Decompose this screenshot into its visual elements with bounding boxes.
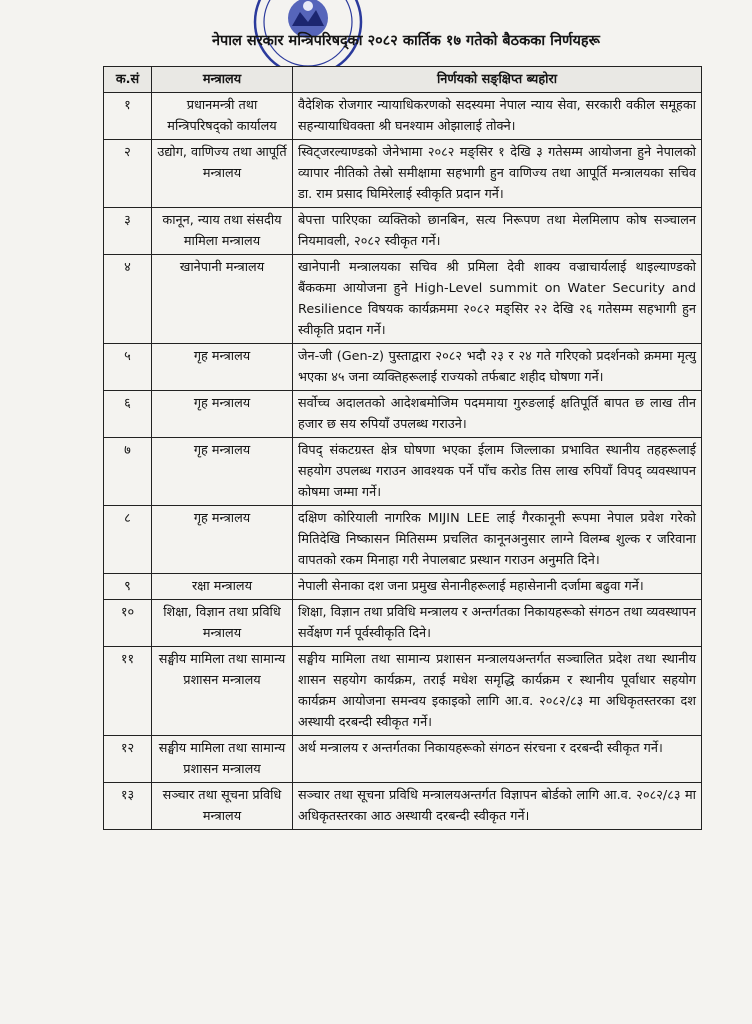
ministry-cell: गृह मन्त्रालय (152, 344, 293, 391)
table-row (104, 647, 702, 736)
ministry-cell: रक्षा मन्त्रालय (152, 574, 293, 600)
decision-cell: जेन-जी (Gen-z) पुस्ताद्वारा २०८२ भदौ २३ र २४ गते गरिएको प्रदर्शनको क्रममा मृत्यु भएका ४५ जना व्यक्तिहरूलाई राज्यको तर्फबाट शहीद घोषणा गर्ने। (293, 344, 702, 391)
serial-number-cell: २ (104, 140, 152, 208)
table-row (104, 140, 702, 208)
table-row (104, 438, 702, 506)
table-row (104, 255, 702, 344)
table-row (104, 93, 702, 140)
page-title: नेपाल सरकार मन्त्रिपरिषद्का २०८२ कार्तिक १७ गतेको बैठकका निर्णयहरू (212, 33, 600, 49)
ministry-cell: सञ्चार तथा सूचना प्रविधि मन्त्रालय (152, 783, 293, 830)
ministry-cell: गृह मन्त्रालय (152, 391, 293, 438)
serial-number-cell: १३ (104, 783, 152, 830)
table-row (104, 783, 702, 830)
ministry-cell: उद्योग, वाणिज्य तथा आपूर्ति मन्त्रालय (152, 140, 293, 208)
table-row (104, 506, 702, 574)
decision-cell: खानेपानी मन्त्रालयका सचिव श्री प्रमिला देवी शाक्य वज्राचार्यलाई थाइल्याण्डको बैंककमा आयोजना हुने High-Level summit on Water Security and Resilience विषयक कार्यक्रममा २०८२ मङ्सिर २२ देखि २६ गतेसम्म सहभागी हुन स्वीकृति प्रदान गर्ने। (293, 255, 702, 344)
decisions-table (103, 66, 702, 830)
serial-number-cell: ६ (104, 391, 152, 438)
ministry-cell: शिक्षा, विज्ञान तथा प्रविधि मन्त्रालय (152, 600, 293, 647)
ministry-cell: सङ्घीय मामिला तथा सामान्य प्रशासन मन्त्रालय (152, 736, 293, 783)
decision-cell: वैदेशिक रोजगार न्यायाधिकरणको सदस्यमा नेपाल न्याय सेवा, सरकारी वकील समूहका सहन्यायाधिवक्ता श्री घनश्याम ओझालाई तोक्ने। (293, 93, 702, 140)
header-serial: क.सं (104, 67, 152, 93)
decision-cell: अर्थ मन्त्रालय र अन्तर्गतका निकायहरूको संगठन संरचना र दरबन्दी स्वीकृत गर्ने। (293, 736, 702, 783)
decision-cell: सर्वोच्च अदालतको आदेशबमोजिम पदममाया गुरुङलाई क्षतिपूर्ति बापत छ लाख तीन हजार छ सय रुपियाँ उपलब्ध गराउने। (293, 391, 702, 438)
decisions-table-body (104, 93, 702, 830)
decision-cell: सङ्घीय मामिला तथा सामान्य प्रशासन मन्त्रालयअन्तर्गत सञ्चालित प्रदेश तथा स्थानीय शासन सहयोग कार्यक्रम, तराई मधेश समृद्धि कार्यक्रम र स्थानीय पूर्वाधार सहयोग कार्यक्रम आयोजना समन्वय इकाइको लागि आ.व. २०८२/८३ मा अधिकृतस्तरका दश अस्थायी दरबन्दी स्वीकृत गर्ने। (293, 647, 702, 736)
ministry-cell: कानून, न्याय तथा संसदीय मामिला मन्त्रालय (152, 208, 293, 255)
serial-number-cell: १० (104, 600, 152, 647)
serial-number-cell: ११ (104, 647, 152, 736)
serial-number-cell: ४ (104, 255, 152, 344)
table-row (104, 574, 702, 600)
decision-cell: दक्षिण कोरियाली नागरिक MIJIN LEE लाई गैरकानूनी रूपमा नेपाल प्रवेश गरेको मितिदेखि निष्कासन मितिसम्म प्रचलित कानूनअनुसार लाग्ने विलम्ब शुल्क र जरिवाना वापतको रकम मिनाहा गरी नेपालबाट प्रस्थान गराउन अनुमति दिने। (293, 506, 702, 574)
decision-cell: विपद् संकटग्रस्त क्षेत्र घोषणा भएका ईलाम जिल्लाका प्रभावित स्थानीय तहहरूलाई सहयोग उपलब्ध गराउन आवश्यक पर्ने पाँच करोड तिस लाख रुपियाँ विपद् व्यवस्थापन कोषमा जम्मा गर्ने। (293, 438, 702, 506)
serial-number-cell: ३ (104, 208, 152, 255)
decision-cell: स्विट्जरल्याण्डको जेनेभामा २०८२ मङ्सिर १ देखि ३ गतेसम्म आयोजना हुने नेपालको व्यापार नीतिको तेस्रो समीक्षामा सहभागी हुन वाणिज्य तथा आपूर्ति मन्त्रालयका सचिव डा. राम प्रसाद घिमिरेलाई स्वीकृति प्रदान गर्ने। (293, 140, 702, 208)
decision-cell: सञ्चार तथा सूचना प्रविधि मन्त्रालयअन्तर्गत विज्ञापन बोर्डको लागि आ.व. २०८२/८३ मा अधिकृतस्तरका आठ अस्थायी दरबन्दी स्वीकृत गर्ने। (293, 783, 702, 830)
serial-number-cell: ७ (104, 438, 152, 506)
serial-number-cell: ९ (104, 574, 152, 600)
table-row (104, 736, 702, 783)
table-row (104, 208, 702, 255)
header-decision: निर्णयको सङ्क्षिप्त ब्यहोरा (293, 67, 702, 93)
serial-number-cell: १२ (104, 736, 152, 783)
serial-number-cell: ८ (104, 506, 152, 574)
ministry-cell: गृह मन्त्रालय (152, 438, 293, 506)
ministry-cell: प्रधानमन्त्री तथा मन्त्रिपरिषद्को कार्यालय (152, 93, 293, 140)
decision-cell: शिक्षा, विज्ञान तथा प्रविधि मन्त्रालय र अन्तर्गतका निकायहरूको संगठन तथा व्यवस्थापन सर्वेक्षण गर्न पूर्वस्वीकृति दिने। (293, 600, 702, 647)
decision-cell: नेपाली सेनाका दश जना प्रमुख सेनानीहरूलाई महासेनानी दर्जामा बढुवा गर्ने। (293, 574, 702, 600)
serial-number-cell: १ (104, 93, 152, 140)
table-row (104, 600, 702, 647)
table-row (104, 344, 702, 391)
ministry-cell: गृह मन्त्रालय (152, 506, 293, 574)
serial-number-cell: ५ (104, 344, 152, 391)
table-row (104, 391, 702, 438)
table-header-row (104, 67, 702, 93)
decision-cell: बेपत्ता पारिएका व्यक्तिको छानबिन, सत्य निरूपण तथा मेलमिलाप कोष सञ्चालन नियमावली, २०८२ स्वीकृत गर्ने। (293, 208, 702, 255)
ministry-cell: खानेपानी मन्त्रालय (152, 255, 293, 344)
ministry-cell: सङ्घीय मामिला तथा सामान्य प्रशासन मन्त्रालय (152, 647, 293, 736)
header-ministry: मन्त्रालय (152, 67, 293, 93)
